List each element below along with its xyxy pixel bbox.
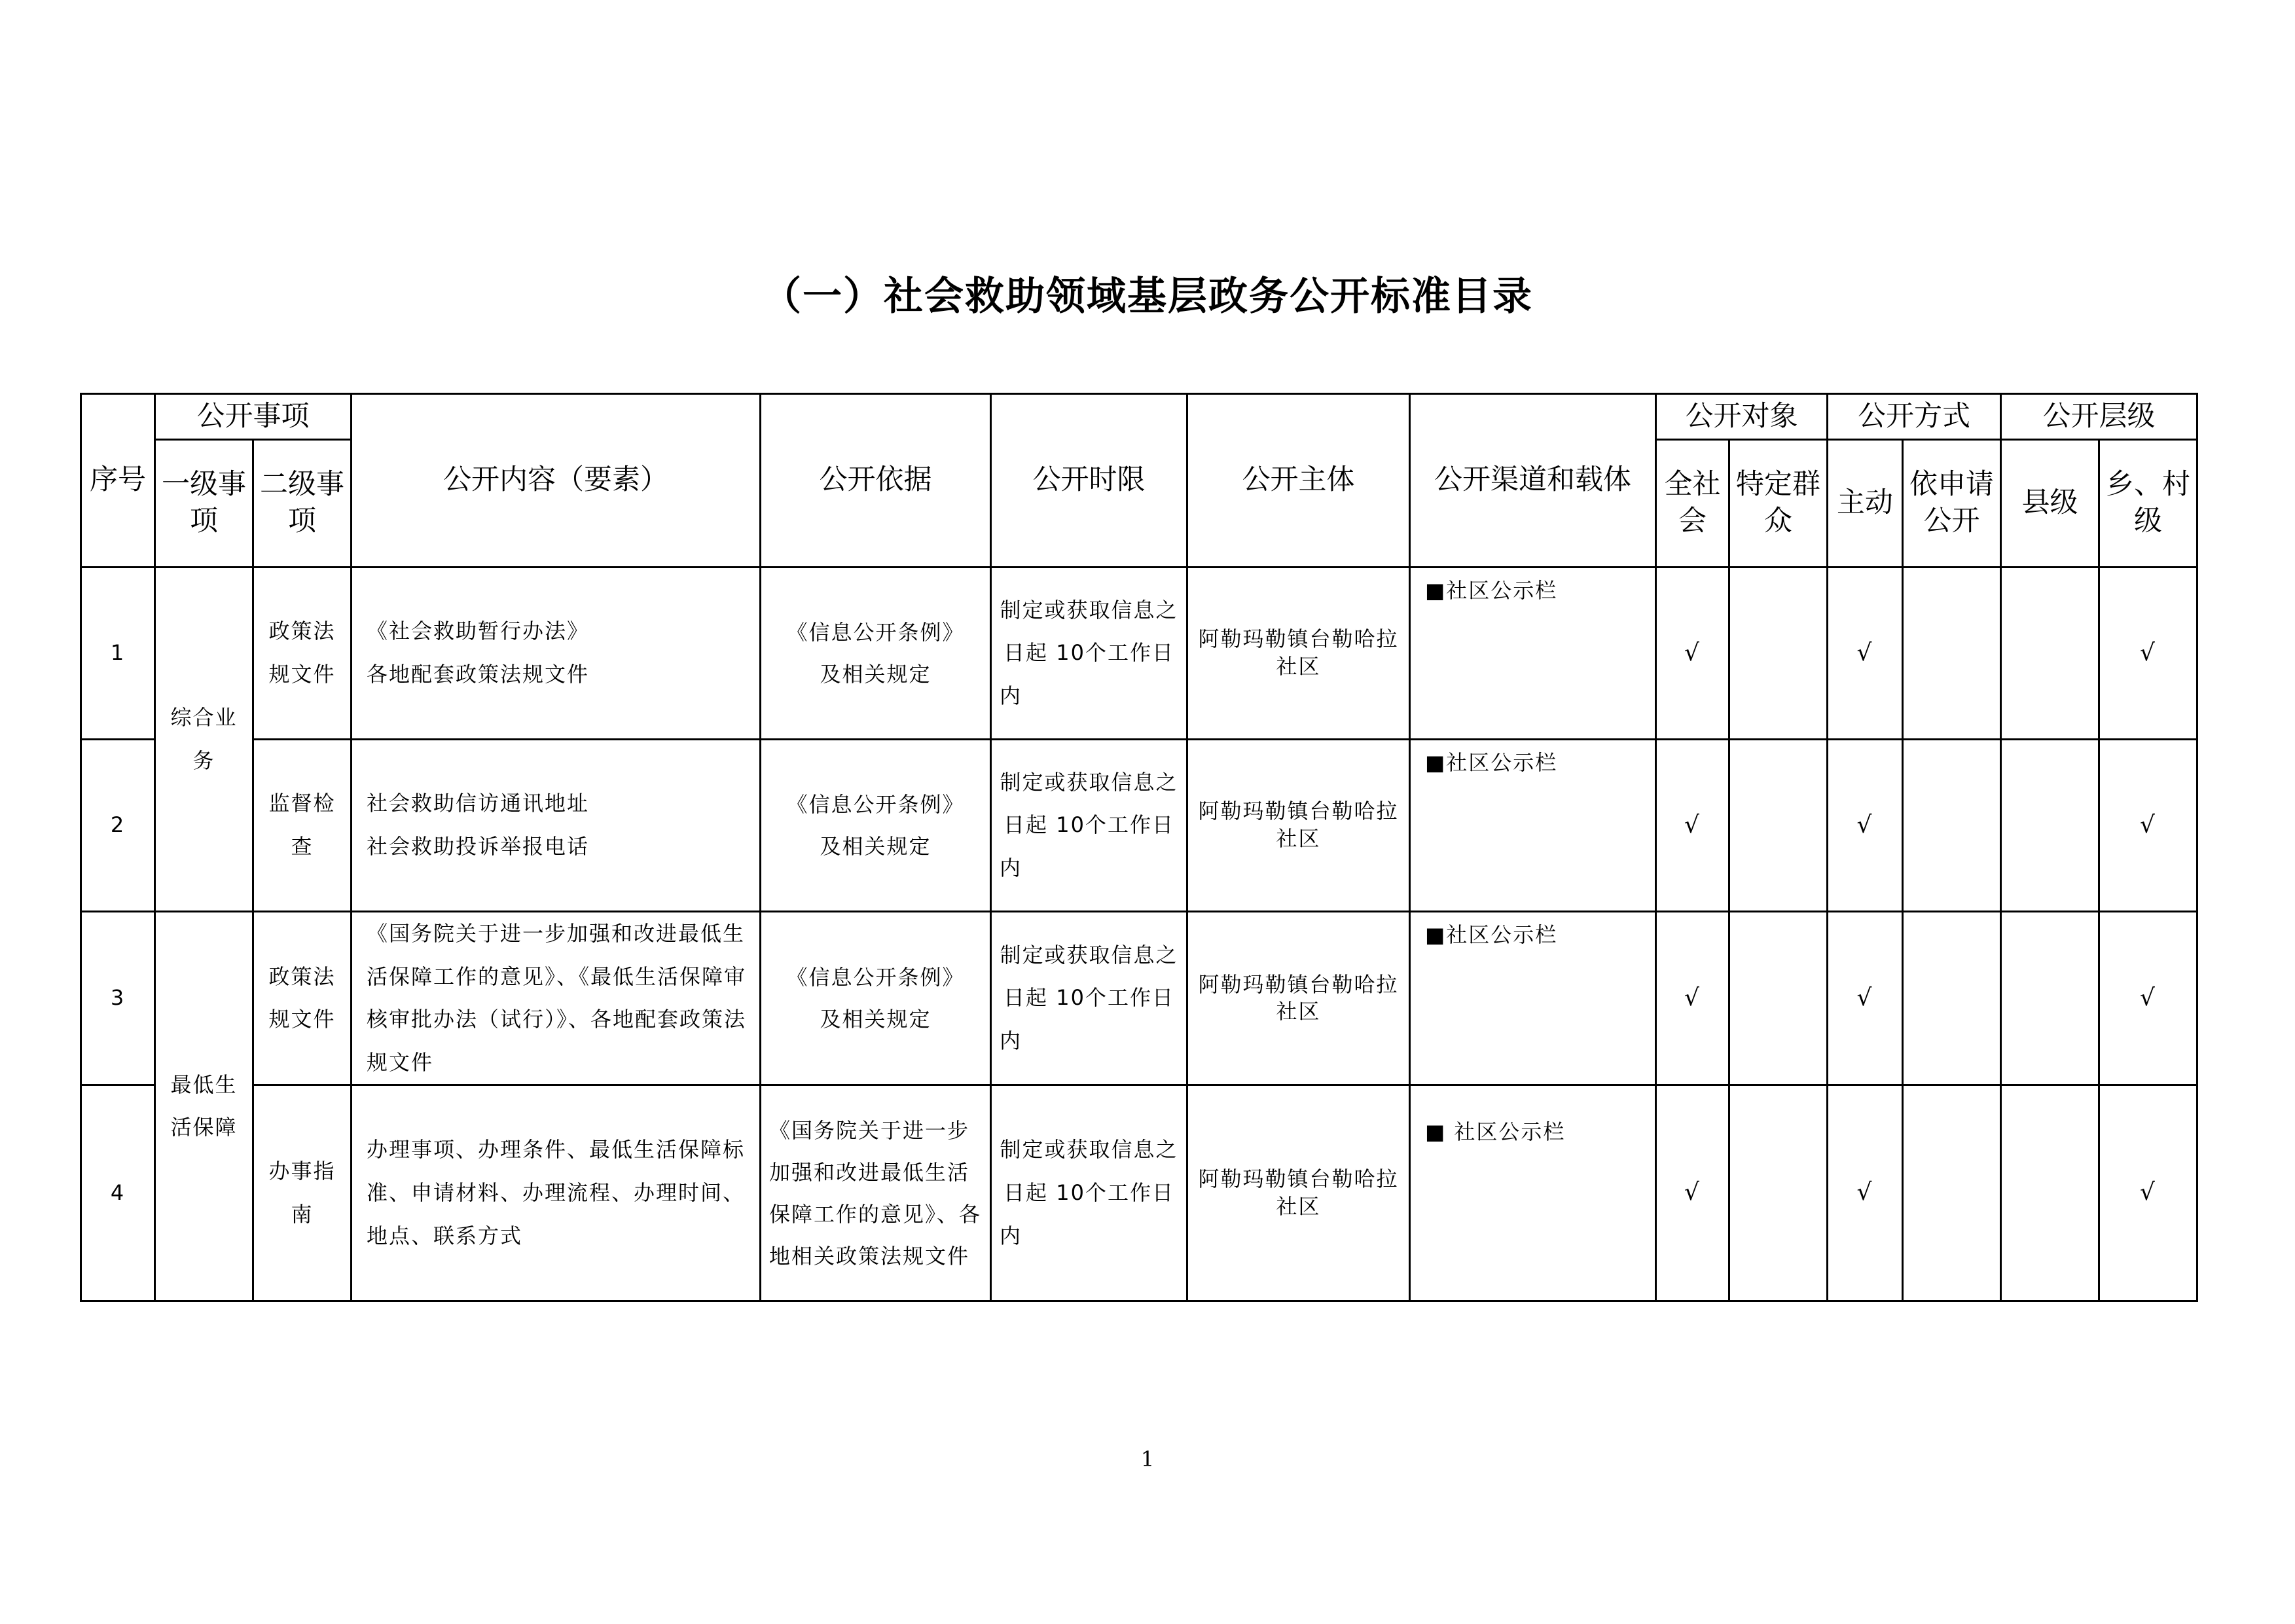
row-basis: 《国务院关于进一步加强和改进最低生活保障工作的意见》、各地相关政策法规文件 — [761, 1085, 991, 1301]
header-method-group: 公开方式 — [1828, 394, 2001, 440]
page-number: 1 — [1140, 1447, 1155, 1471]
header-seq: 序号 — [81, 394, 155, 568]
check-active: √ — [1828, 1085, 1903, 1301]
header-basis: 公开依据 — [761, 394, 991, 568]
header-content: 公开内容（要素） — [352, 394, 761, 568]
header-level-village: 乡、村级 — [2099, 440, 2197, 568]
row-level2: 政策法规文件 — [253, 568, 352, 740]
row-content: 办理事项、办理条件、最低生活保障标准、申请材料、办理流程、办理时间、地点、联系方式 — [352, 1085, 761, 1301]
check-request — [1903, 740, 2001, 912]
header-target-specific: 特定群众 — [1729, 440, 1828, 568]
row-timeline: 制定或获取信息之日起 10个工作日内 — [991, 912, 1187, 1085]
check-county — [2001, 1085, 2099, 1301]
check-active: √ — [1828, 568, 1903, 740]
check-request — [1903, 912, 2001, 1085]
check-county — [2001, 912, 2099, 1085]
header-level-county: 县级 — [2001, 440, 2099, 568]
row-seq: 1 — [81, 568, 155, 740]
check-active: √ — [1828, 912, 1903, 1085]
row-seq: 3 — [81, 912, 155, 1085]
header-level1: 一级事项 — [155, 440, 253, 568]
check-village: √ — [2099, 1085, 2197, 1301]
check-request — [1903, 1085, 2001, 1301]
row-level2: 政策法规文件 — [253, 912, 352, 1085]
check-specific — [1729, 1085, 1828, 1301]
header-target-all: 全社会 — [1656, 440, 1729, 568]
check-village: √ — [2099, 740, 2197, 912]
check-village: √ — [2099, 912, 2197, 1085]
check-all: √ — [1656, 740, 1729, 912]
row-timeline: 制定或获取信息之日起 10个工作日内 — [991, 740, 1187, 912]
header-target-group: 公开对象 — [1656, 394, 1828, 440]
row-channel: ■社区公示栏 — [1410, 740, 1656, 912]
row-content: 《社会救助暂行办法》 各地配套政策法规文件 — [352, 568, 761, 740]
check-active: √ — [1828, 740, 1903, 912]
check-specific — [1729, 740, 1828, 912]
check-request — [1903, 568, 2001, 740]
row-seq: 4 — [81, 1085, 155, 1301]
table-row — [81, 568, 2197, 740]
header-timeline: 公开时限 — [991, 394, 1187, 568]
check-specific — [1729, 568, 1828, 740]
header-subject: 公开主体 — [1187, 394, 1410, 568]
table-row — [81, 1085, 2197, 1301]
header-level-group: 公开层级 — [2001, 394, 2197, 440]
check-all: √ — [1656, 1085, 1729, 1301]
row-level1: 最低生活保障 — [155, 912, 253, 1301]
check-all: √ — [1656, 568, 1729, 740]
row-subject: 阿勒玛勒镇台勒哈拉社区 — [1187, 740, 1410, 912]
row-level2: 监督检查 — [253, 740, 352, 912]
check-village: √ — [2099, 568, 2197, 740]
row-level2: 办事指南 — [253, 1085, 352, 1301]
row-basis: 《信息公开条例》 及相关规定 — [761, 740, 991, 912]
row-subject: 阿勒玛勒镇台勒哈拉社区 — [1187, 912, 1410, 1085]
row-content: 《国务院关于进一步加强和改进最低生活保障工作的意见》、《最低生活保障审核审批办法（试行）》、各地配套政策法规文件 — [352, 912, 761, 1085]
check-county — [2001, 740, 2099, 912]
row-channel: ■ 社区公示栏 — [1410, 1085, 1656, 1301]
header-items-group: 公开事项 — [155, 394, 352, 440]
page-title: （一）社会救助领域基层政务公开标准目录 — [762, 274, 1533, 319]
row-seq: 2 — [81, 740, 155, 912]
row-subject: 阿勒玛勒镇台勒哈拉社区 — [1187, 1085, 1410, 1301]
check-specific — [1729, 912, 1828, 1085]
header-method-active: 主动 — [1828, 440, 1903, 568]
row-level1: 综合业务 — [155, 568, 253, 912]
table-row — [81, 740, 2197, 912]
disclosure-catalog-table — [80, 393, 2198, 1302]
row-basis: 《信息公开条例》 及相关规定 — [761, 912, 991, 1085]
header-level2: 二级事项 — [253, 440, 352, 568]
row-subject: 阿勒玛勒镇台勒哈拉社区 — [1187, 568, 1410, 740]
row-timeline: 制定或获取信息之日起 10个工作日内 — [991, 1085, 1187, 1301]
row-channel: ■社区公示栏 — [1410, 568, 1656, 740]
header-row-top — [81, 394, 2197, 440]
row-channel: ■社区公示栏 — [1410, 912, 1656, 1085]
table-row — [81, 912, 2197, 1085]
row-timeline: 制定或获取信息之日起 10个工作日内 — [991, 568, 1187, 740]
row-content: 社会救助信访通讯地址 社会救助投诉举报电话 — [352, 740, 761, 912]
row-basis: 《信息公开条例》 及相关规定 — [761, 568, 991, 740]
header-method-request: 依申请公开 — [1903, 440, 2001, 568]
check-all: √ — [1656, 912, 1729, 1085]
check-county — [2001, 568, 2099, 740]
header-channel: 公开渠道和载体 — [1410, 394, 1656, 568]
